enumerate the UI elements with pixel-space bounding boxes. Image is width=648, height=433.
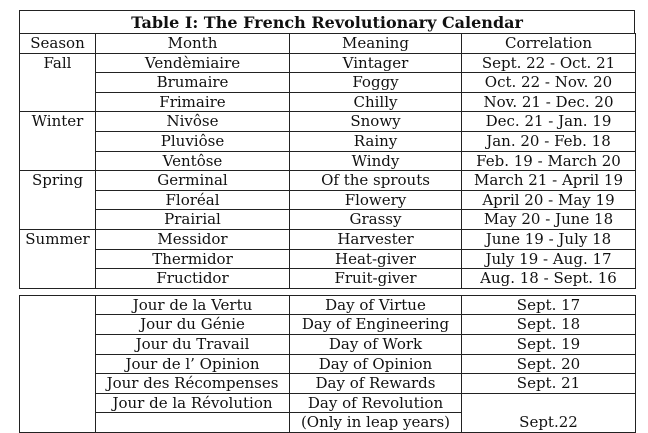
month-cell: Nivôse (96, 112, 290, 132)
correlation-cell: June 19 - July 18 (462, 229, 636, 249)
month-cell: Jour des Récompenses (96, 374, 290, 394)
meaning-cell: Heat-giver (290, 249, 462, 269)
month-cell: Frimaire (96, 92, 290, 112)
correlation-cell: Sept.22 (462, 413, 636, 433)
header-correlation: Correlation (462, 34, 636, 54)
header-meaning: Meaning (290, 34, 462, 54)
month-cell: Prairial (96, 210, 290, 230)
meaning-cell: Harvester (290, 229, 462, 249)
correlation-cell: Oct. 22 - Nov. 20 (462, 73, 636, 93)
header-month: Month (96, 34, 290, 54)
table-row (20, 374, 636, 394)
season-cell: Winter (20, 112, 96, 171)
month-cell: Jour de l’ Opinion (96, 354, 290, 374)
table-row (20, 92, 636, 112)
empty-season-cell (20, 295, 96, 432)
correlation-cell: Sept. 17 (462, 295, 636, 315)
correlation-cell (462, 393, 636, 413)
table-row (20, 53, 636, 73)
meaning-cell: Day of Virtue (290, 295, 462, 315)
header-row (20, 34, 636, 54)
correlation-cell: Nov. 21 - Dec. 20 (462, 92, 636, 112)
correlation-cell: Sept. 19 (462, 334, 636, 354)
correlation-cell: Sept. 21 (462, 374, 636, 394)
correlation-cell: May 20 - June 18 (462, 210, 636, 230)
meaning-cell: Windy (290, 151, 462, 171)
meaning-cell: Day of Revolution (290, 393, 462, 413)
month-cell (96, 413, 290, 433)
correlation-cell: Sept. 20 (462, 354, 636, 374)
correlation-cell: July 19 - Aug. 17 (462, 249, 636, 269)
month-cell: Jour de la Vertu (96, 295, 290, 315)
season-cell: Spring (20, 171, 96, 230)
calendar-table (19, 33, 636, 289)
month-cell: Messidor (96, 229, 290, 249)
meaning-cell: Grassy (290, 210, 462, 230)
meaning-cell: Day of Work (290, 334, 462, 354)
table-title: Table I: The French Revolutionary Calendar (19, 10, 635, 33)
correlation-cell: Feb. 19 - March 20 (462, 151, 636, 171)
correlation-cell: Dec. 21 - Jan. 19 (462, 112, 636, 132)
table-row (20, 229, 636, 249)
calendar-table-container (19, 10, 635, 433)
correlation-cell: Sept. 22 - Oct. 21 (462, 53, 636, 73)
table-row (20, 295, 636, 315)
season-cell: Summer (20, 229, 96, 288)
correlation-cell: March 21 - April 19 (462, 171, 636, 191)
complementary-days-table (19, 295, 636, 433)
meaning-cell: Snowy (290, 112, 462, 132)
month-cell: Pluviôse (96, 131, 290, 151)
correlation-cell: Aug. 18 - Sept. 16 (462, 269, 636, 289)
month-cell: Jour de la Révolution (96, 393, 290, 413)
meaning-cell: Day of Opinion (290, 354, 462, 374)
correlation-cell: Jan. 20 - Feb. 18 (462, 131, 636, 151)
meaning-cell: Foggy (290, 73, 462, 93)
correlation-cell: Sept. 18 (462, 315, 636, 335)
month-cell: Germinal (96, 171, 290, 191)
month-cell: Brumaire (96, 73, 290, 93)
correlation-cell: April 20 - May 19 (462, 190, 636, 210)
meaning-cell: Vintager (290, 53, 462, 73)
season-cell: Fall (20, 53, 96, 112)
table-row (20, 315, 636, 335)
table-row (20, 210, 636, 230)
table-row (20, 73, 636, 93)
table-row (20, 269, 636, 289)
month-cell: Jour du Génie (96, 315, 290, 335)
table-row (20, 334, 636, 354)
table-row (20, 131, 636, 151)
month-cell: Jour du Travail (96, 334, 290, 354)
month-cell: Vendèmiaire (96, 53, 290, 73)
table-row (20, 413, 636, 433)
table-row (20, 354, 636, 374)
meaning-cell: Flowery (290, 190, 462, 210)
table-row (20, 171, 636, 191)
meaning-cell: (Only in leap years) (290, 413, 462, 433)
header-season: Season (20, 34, 96, 54)
meaning-cell: Chilly (290, 92, 462, 112)
month-cell: Floréal (96, 190, 290, 210)
meaning-cell: Rainy (290, 131, 462, 151)
table-row (20, 151, 636, 171)
meaning-cell: Of the sprouts (290, 171, 462, 191)
meaning-cell: Day of Rewards (290, 374, 462, 394)
meaning-cell: Day of Engineering (290, 315, 462, 335)
month-cell: Fructidor (96, 269, 290, 289)
meaning-cell: Fruit-giver (290, 269, 462, 289)
table-row (20, 112, 636, 132)
month-cell: Thermidor (96, 249, 290, 269)
table-row (20, 393, 636, 413)
table-row (20, 190, 636, 210)
table-row (20, 249, 636, 269)
month-cell: Ventôse (96, 151, 290, 171)
